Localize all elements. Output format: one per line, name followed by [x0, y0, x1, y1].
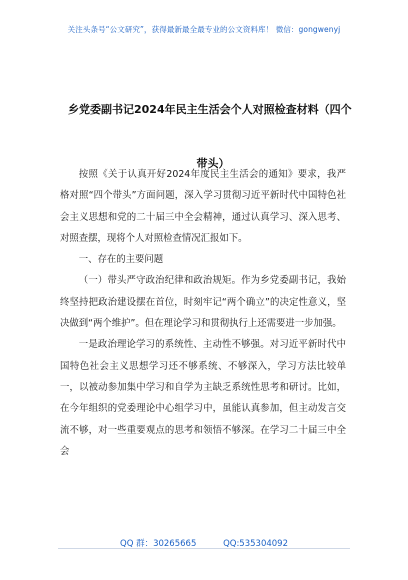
qq-group-text: QQ 群：30265665: [120, 539, 197, 549]
title-line-2: 带头）: [196, 157, 230, 170]
subsection-paragraph: （一）带头严守政治纪律和政治规矩。作为乡党委副书记，我始终坚持把政治建设摆在首位，时刻牢记“两个确立”的决定性意义，坚决做到“两个维护”。但在理论学习和贯彻执行上还需要进一步加强。: [60, 275, 346, 330]
document-body: [60, 164, 346, 462]
problem-paragraph: 一是政治理论学习的系统性、主动性不够强。对习近平新时代中国特色社会主义思想学习还不够系统、不够深入，学习方法比较单一，以被动参加集中学习和自学为主缺乏系统性思考和研讨。比如，在今年组织的党委理论中心组学习中，虽能认真参加，但主动发言交流不够，对一些重要观点的思考和领悟不够深。在学习二十届三中全会: [60, 339, 346, 457]
title-line-1: 乡党委副书记2024年民主生活会个人对照检查材料（四个: [68, 103, 352, 116]
header-promo-note: 关注头条号“公文研究”，获得最新最全最专业的公文资料库！ 微信：gongwenyj: [67, 25, 341, 34]
footer-contact: [0, 537, 408, 549]
section-heading: 一、存在的主要问题: [78, 254, 164, 266]
qq-number-text: QQ:535304092: [223, 539, 288, 549]
intro-paragraph: 按照《关于认真开好2024年度民主生活会的通知》要求，我严格对照“四个带头”方面问题，深入学习贯彻习近平新时代中国特色社会主义思想和党的二十届三中全会精神，通过认真学习、深入思考、对照查摆，现将个人对照检查情况汇报如下。: [60, 169, 346, 244]
